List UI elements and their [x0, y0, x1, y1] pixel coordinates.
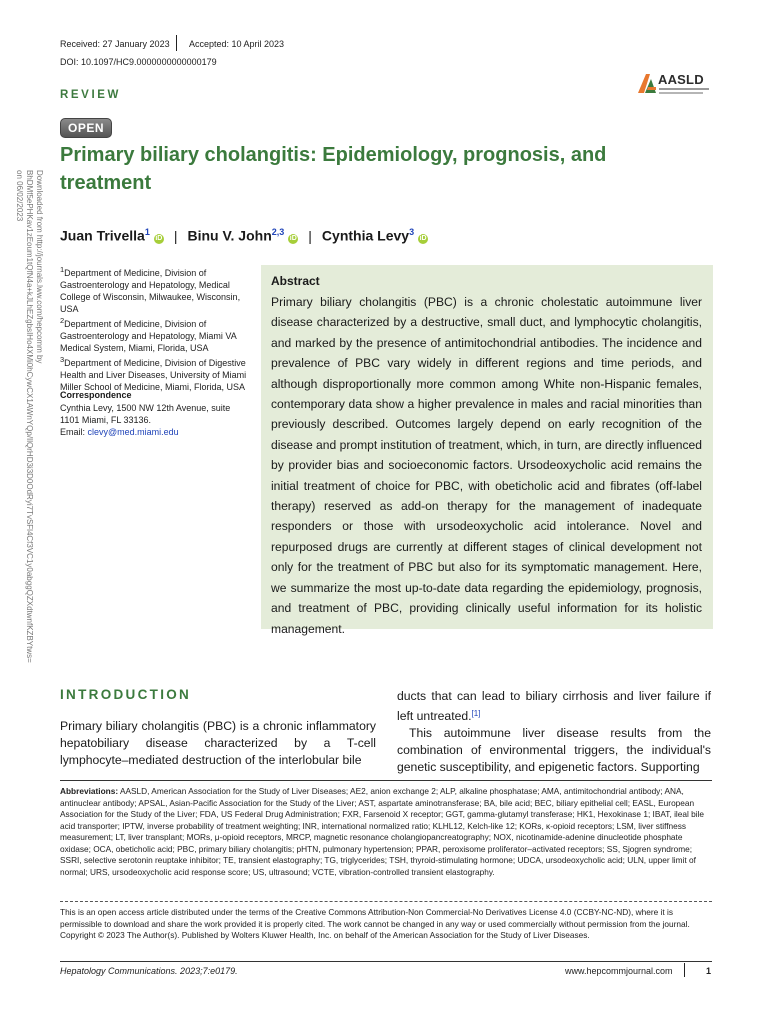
author-affiliation-ref: 1: [144, 227, 150, 237]
introduction-heading: INTRODUCTION: [60, 687, 192, 702]
divider: [60, 961, 712, 962]
article-title: Primary biliary cholangitis: Epidemiology, prognosis, and treatment: [60, 144, 607, 194]
logo-tagline: [659, 92, 703, 94]
abbreviations-text: AASLD, American Association for the Study of Liver Diseases; AE2, anion exchange 2; ALP, alkaline phosphatase; AMA, antimitochondrial antibody; ANA, antinuclear antibody; APSAL, Asian-Pacific Association for the Study of the Liver; AST, aspartate aminotransferase; BA, bile acid; BEC, biliary epithelial cell; EASL, European Association for the Study of the Liver; FDA, US Federal Drug Administration; FXR, Farsenoid X receptor; GGT, gamma-glutamyl transferase; HK1, Hexokinase 1; IBAT, ileal bile acid transporter; IPTW, inverse probability of treatment weighting; INR, international normalized ratio; KLHL12, Kelch-like 12; KORs, κ-opioid receptors; LSM, liver stiffness measurement; LT, liver transplant; MORs, μ-opioid receptors, MRCP, magnetic resonance cholangiopancreatography; NOX, nicotinamide-adenine dinucleotide phosphate oxidase; OCA, obeticholic acid; PBC, primary biliary cholangitis; pHTN, pulmonary hypertension; PPAR, peroxisome proliferator–activated receptors; SS, Sjogren syndrome; SSRI, selective serotonin reuptake inhibitor; TE, transient elastography; TG, triglycerides; TSH, thyroid-stimulating hormone; UDCA, ursodeoxycholic acid; ULN, upper limit of normal; URS, ursodeoxycholic acid response score; US, ultrasound; VCTE, vibration-controlled transient elastography.: [60, 786, 705, 877]
license-text: This is an open access article distributed under the terms of the Creative Commons Attribution-Non Commercial-No Derivatives License 4.0 (CCBY-NC-ND), where it is permissible to download and share the work provided it is properly cited. The work cannot be changed in any way or used commercially without permission from the journal.: [60, 907, 690, 929]
author-list: [60, 227, 428, 244]
license-notice: [60, 907, 712, 942]
abstract-heading: Abstract: [271, 274, 320, 288]
orcid-icon[interactable]: iD: [419, 234, 427, 242]
correspondence: [60, 402, 260, 438]
logo-tagline: [659, 88, 709, 90]
email-label: Email:: [60, 427, 88, 437]
abbreviations-label: Abbreviations:: [60, 786, 119, 796]
orcid-icon[interactable]: iD: [155, 234, 163, 242]
accepted-date: Accepted: 10 April 2023: [189, 39, 285, 49]
author-separator: |: [308, 227, 312, 244]
aasld-mark-icon: [636, 71, 658, 95]
author-affiliation-ref: 3: [409, 227, 415, 237]
open-access-badge: OPEN: [60, 118, 112, 138]
section-label: REVIEW: [60, 89, 121, 101]
abbreviations: [60, 786, 712, 878]
orcid-icon[interactable]: iD: [289, 234, 297, 242]
author-separator: |: [173, 227, 178, 244]
author-name[interactable]: Binu V. John: [187, 227, 272, 244]
doi[interactable]: DOI: 10.1097/HC9.0000000000000179: [60, 57, 217, 67]
journal-citation: Hepatology Communications. 2023;7:e0179.: [60, 966, 238, 976]
author-name[interactable]: Cynthia Levy: [321, 227, 410, 244]
body-text: This autoimmune liver disease results from the combination of environmental triggers, the individual's genetic susceptibility, and epigenetic factors. Supporting: [397, 726, 711, 774]
citation-link[interactable]: [1]: [471, 709, 481, 718]
affiliation: $^2$Department of Medicine, Division of Gastroenterology and Hepatology, Miami VA Medical System, Miami, Florida, USA: [60, 316, 237, 353]
body-text: ducts that can lead to biliary cirrhosis and liver failure if left untreated.: [397, 689, 711, 723]
received-date: Received: 27 January 2023: [60, 39, 170, 49]
download-watermark-text: Downloaded from http://journals.lww.com/hepcomm by BhDMf5ePHKav1zEoum1tQfN4a+kJLhEZgbsIHo4XMi0hCywCX1AWnYQp/IlQrHD3i3D0OdRyi7TvSFl4Cf3VC1y0abggQZXdtwnfKZBYtws= on 06/02/2023: [15, 170, 44, 663]
introduction-column-2: [397, 688, 711, 776]
correspondence-address: 1101 Miami, FL 33136.: [60, 415, 152, 425]
logo-text: AASLD: [658, 72, 704, 87]
aasld-logo: [636, 71, 712, 101]
download-watermark: [15, 170, 44, 663]
introduction-column-1: Primary biliary cholangitis (PBC) is a chronic inflammatory hepatobiliary disease characterized by a T-cell lymphocyte–mediated destruction of the interlobular bile: [60, 719, 376, 767]
footer-divider: [684, 963, 685, 977]
affiliations: [60, 264, 250, 393]
correspondence-heading: Correspondence: [60, 390, 132, 400]
email-link[interactable]: clevy@med.miami.edu: [87, 427, 179, 437]
page-number: 1: [706, 966, 712, 976]
author-affiliation-ref: 2,3: [271, 227, 285, 237]
abstract-text: Primary biliary cholangitis (PBC) is a chronic cholestatic autoimmune liver disease characterized by a destructive, small duct, and lymphocytic cholangitis, and marked by the presence of antimitochondrial antibodies. The incidence and prevalence of PBC vary widely in different regions and time periods, and although disproportionally more common among White non-Hispanic females, contemporary data show a higher prevalence in males and racial minorities than previously described. Outcomes largely depend on early recognition of the disease and prompt institution of treatment, which, in turn, are directly influenced by provider bias and socioeconomic factors. Ursodeoxycholic acid remains the initial treatment of choice for PBC, with obeticholic acid and fibrates (off-label therapy) reserved as add-on therapy for the management of inadequate responders or those with ursodeoxycholic acid intolerance. Novel and repurposed drugs are currently at different stages of clinical development not only for the treatment of PBC but also for its symptomatic management. Here, we summarize the most up-to-date data regarding the epidemiology, prognosis, and treatment of PBC, providing clinically useful information for its holistic management.: [271, 295, 702, 636]
correspondence-address: Cynthia Levy, 1500 NW 12th Avenue, suite: [60, 403, 231, 413]
copyright-text: Copyright © 2023 The Author(s). Published by Wolters Kluwer Health, Inc. on behalf of the American Association for the Study of Liver Diseases.: [60, 930, 590, 940]
affiliation: $^1$Department of Medicine, Division of Gastroenterology and Hepatology, Medical College of Wisconsin, Milwaukee, Wisconsin, USA: [60, 265, 241, 314]
journal-url[interactable]: www.hepcommjournal.com: [565, 966, 673, 976]
divider: [60, 780, 712, 781]
affiliation: $^3$Department of Medicine, Division of Digestive Health and Liver Diseases, University of Miami Miller School of Medicine, Miami, Florida, USA: [60, 355, 247, 392]
meta-divider: [176, 35, 177, 51]
divider: [60, 901, 712, 902]
author-name[interactable]: Juan Trivella: [60, 227, 145, 244]
